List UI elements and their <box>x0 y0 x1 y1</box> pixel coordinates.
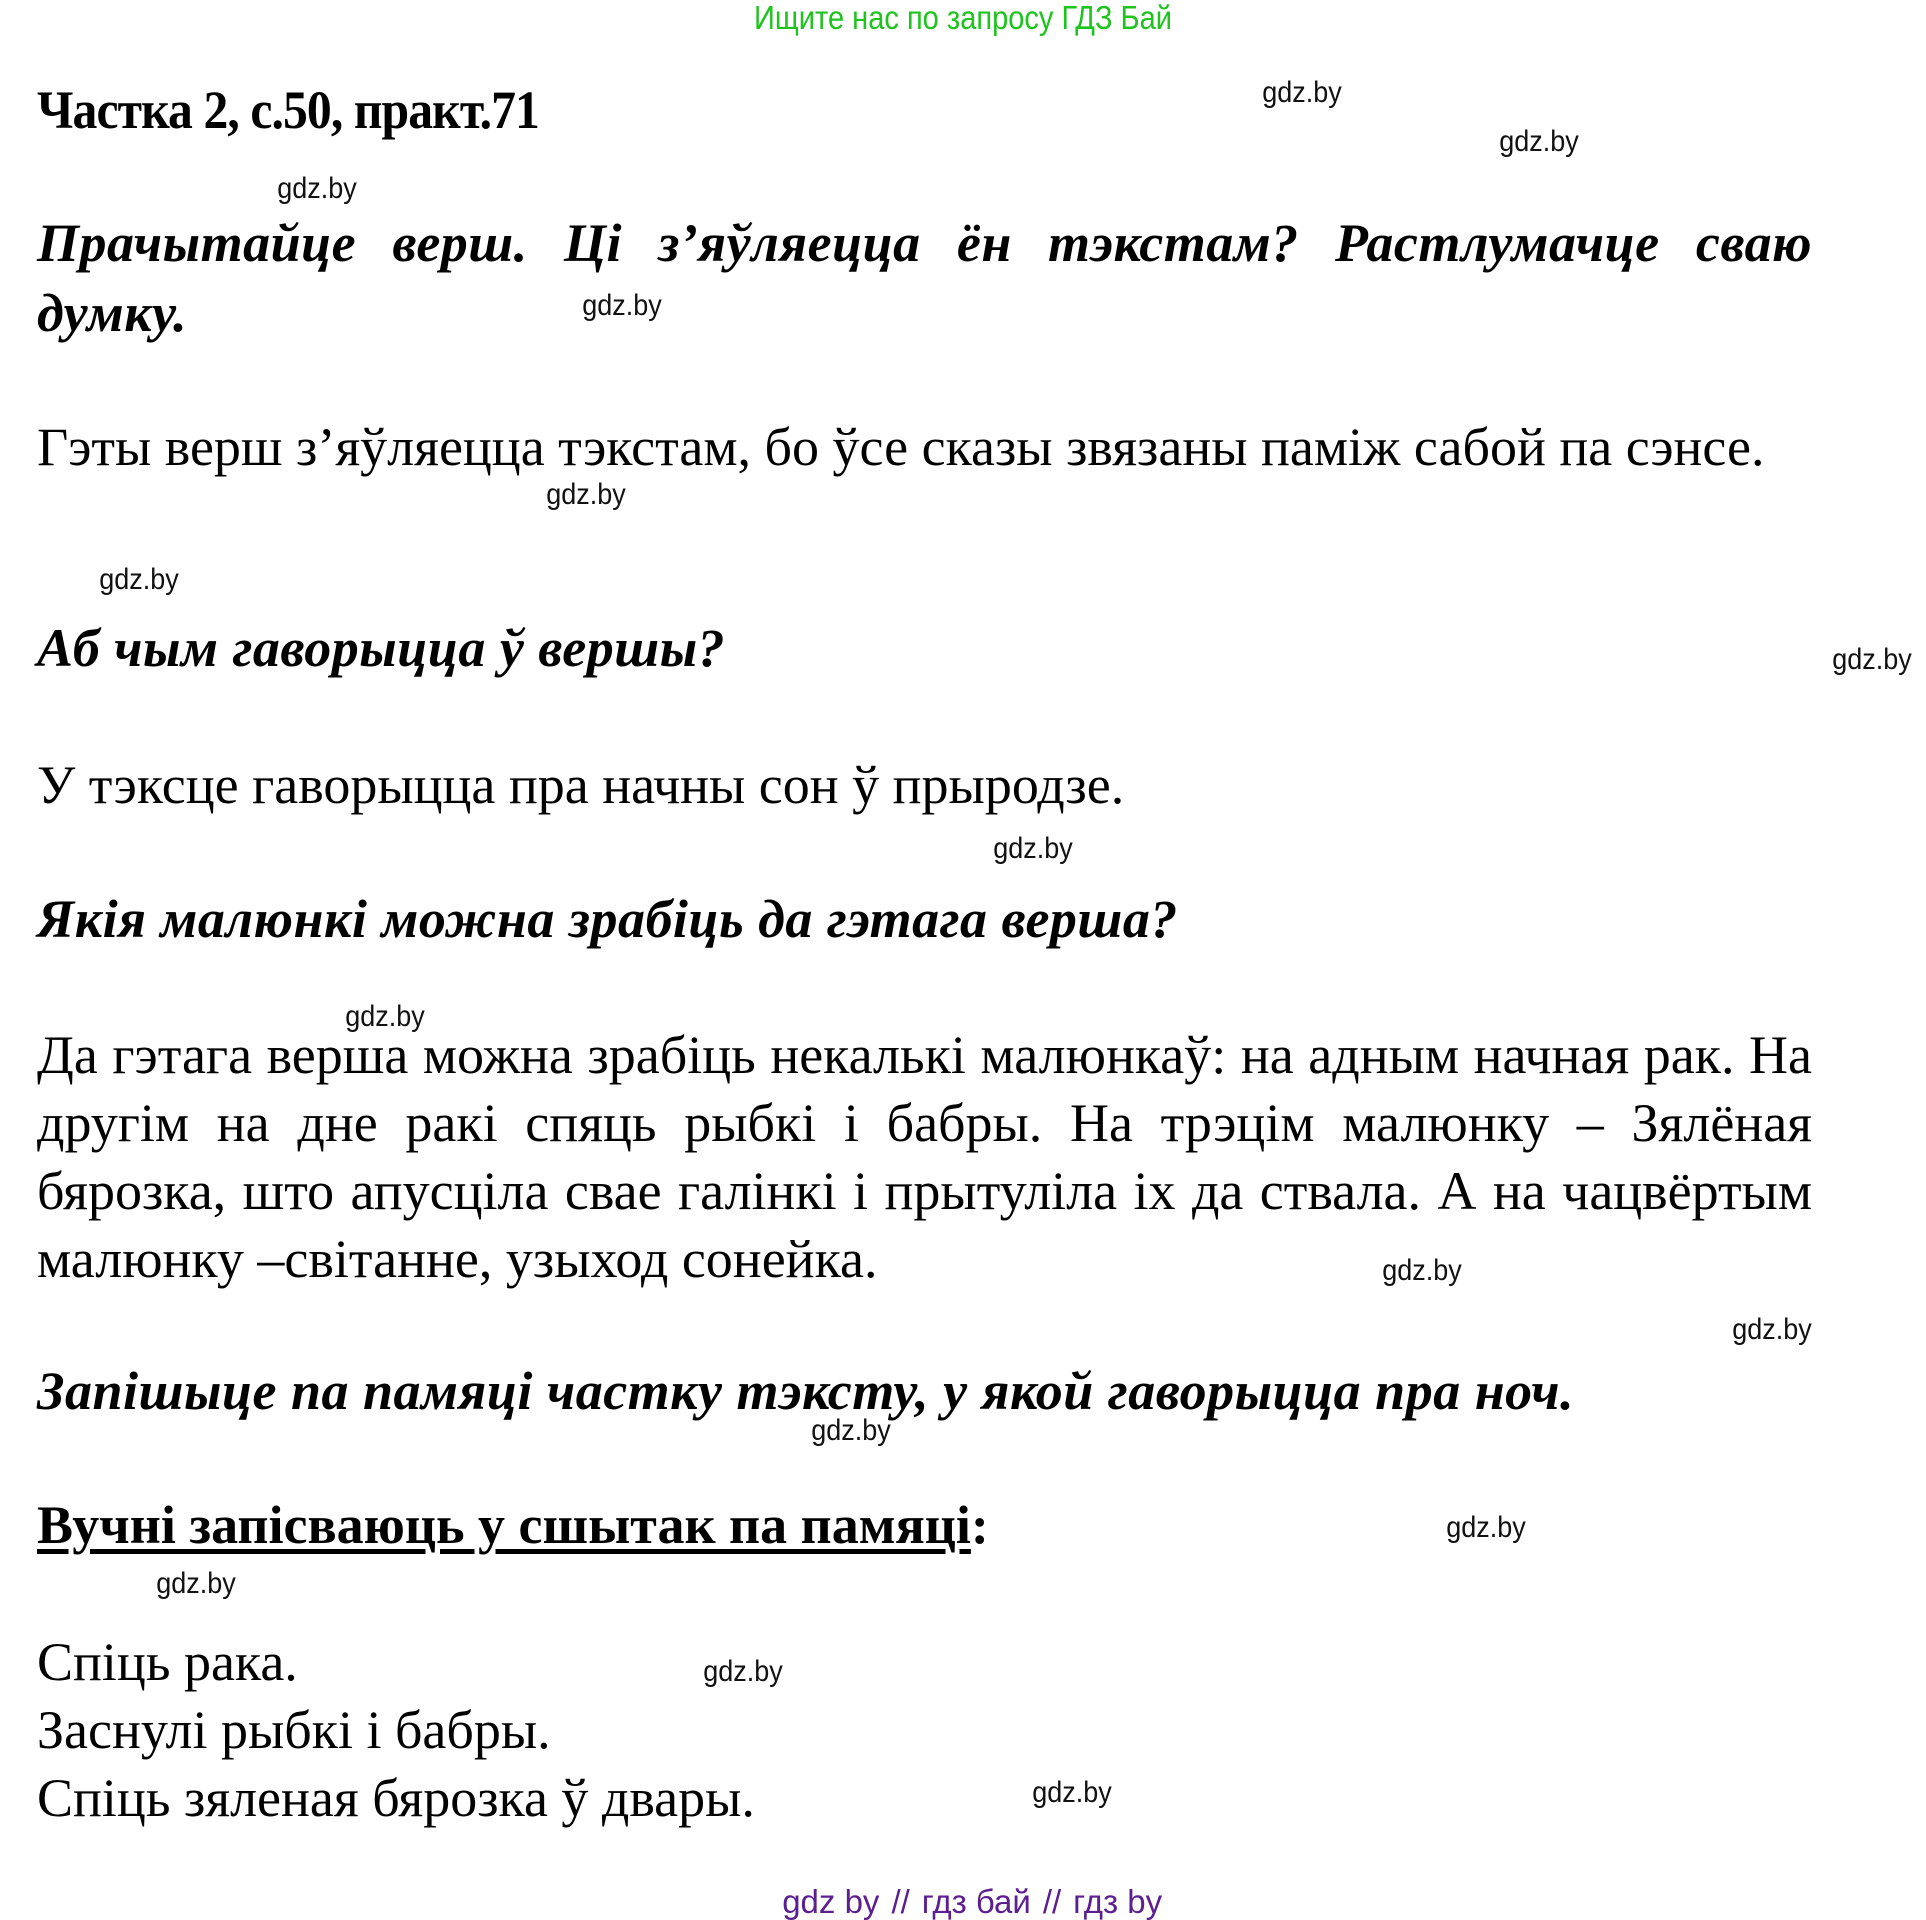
question-1: Прачытайце верш. Ці з’яўляецца ён тэкстам? Растлумачце сваю думку. <box>37 213 1812 343</box>
watermark: gdz.by <box>1499 125 1579 158</box>
memory-line-2: Заснулі рыбкі і бабры. <box>37 1700 551 1760</box>
footer-link-gdz-by-cyr[interactable]: гдз by <box>1073 1883 1163 1920</box>
watermark: gdz.by <box>1832 643 1912 676</box>
top-banner: Ищите нас по запросу ГДЗ Бай <box>754 0 1172 36</box>
watermark: gdz.by <box>345 1000 425 1033</box>
question-4: Запішыце па памяці частку тэксту, у якой гаворыцца пра ноч. <box>37 1361 1575 1421</box>
watermark: gdz.by <box>277 172 357 205</box>
question-2: Аб чым гаворыцца ў вершы? <box>37 618 726 678</box>
memory-heading <box>37 1492 1812 1558</box>
question-3: Якія малюнкі можна зрабіць да гэтага верша? <box>37 889 1178 949</box>
watermark: gdz.by <box>156 1567 236 1600</box>
memory-line-1: Спіць рака. <box>37 1632 298 1692</box>
footer-links <box>0 1848 1926 1920</box>
watermark: gdz.by <box>1262 76 1342 109</box>
watermark: gdz.by <box>582 289 662 322</box>
memory-heading-text: Вучні запісваюць у сшытак па памяці <box>37 1495 971 1555</box>
watermark: gdz.by <box>99 563 179 596</box>
memory-line-3: Спіць зяленая бярозка ў двары. <box>37 1768 755 1828</box>
footer-separator: // <box>1042 1883 1062 1920</box>
footer-separator: // <box>891 1883 910 1920</box>
watermark: gdz.by <box>703 1655 783 1688</box>
answer-1: Гэты верш з’яўляецца тэкстам, бо ўсе сказы звязаны паміж сабой па сэнсе. <box>37 417 1765 477</box>
watermark: gdz.by <box>993 832 1073 865</box>
watermark: gdz.by <box>546 478 626 511</box>
footer-link-gdz-bai[interactable]: гдз бай <box>921 1883 1031 1920</box>
footer-link-gdz-by[interactable]: gdz by <box>782 1883 880 1920</box>
watermark: gdz.by <box>1032 1776 1112 1809</box>
watermark: gdz.by <box>1732 1313 1812 1346</box>
answer-2: У тэксце гаворыцца пра начны сон ў прыродзе. <box>37 755 1125 815</box>
memory-heading-colon: : <box>970 1495 989 1555</box>
watermark: gdz.by <box>811 1414 891 1447</box>
watermark: gdz.by <box>1446 1511 1526 1544</box>
memory-lines <box>37 1628 1812 1832</box>
watermark: gdz.by <box>1382 1254 1462 1287</box>
answer-3: Да гэтага верша можна зрабіць некалькі малюнкаў: на адным начная рак. На другім на дне ракі спяць рыбкі і бабры. На трэцім малюнку – Зялёная бярозка, што апусціла свае галінкі і прытуліла іх да ствала. А на чацвёртым малюнку –світанне, узыход сонейка. <box>37 1025 1812 1289</box>
page-title: Частка 2, с.50, практ.71 <box>37 80 539 140</box>
